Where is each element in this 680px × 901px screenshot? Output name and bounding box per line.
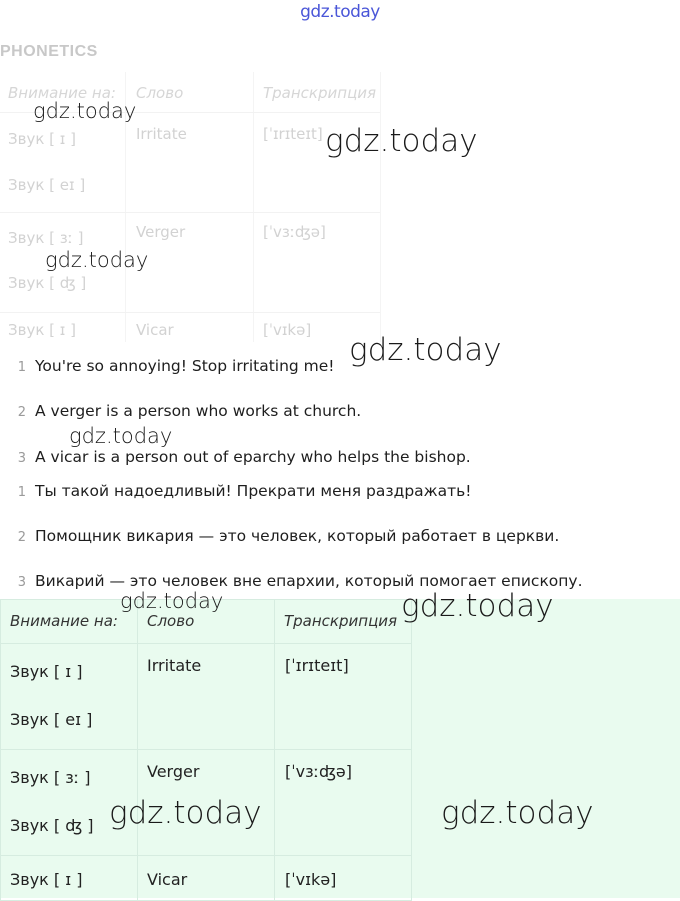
table-row	[1, 856, 412, 901]
watermark: gdz.today	[401, 588, 554, 624]
table-header: Слово	[147, 612, 195, 630]
item-text: You're so annoying! Stop irritating me!	[35, 357, 335, 375]
watermark: gdz.today	[69, 424, 173, 448]
word-cell	[138, 856, 275, 901]
sound-label: Звук [ ɪ ]	[10, 870, 83, 889]
header-attention-cell	[1, 600, 138, 644]
item-text: Помощник викария — это человек, который работает в церкви.	[35, 527, 560, 545]
watermark: gdz.today	[45, 248, 149, 272]
faded-sound: Звук [ eɪ ]	[8, 176, 86, 194]
list-item	[0, 357, 335, 375]
sounds-cell	[1, 644, 138, 750]
sounds-cell	[1, 856, 138, 901]
watermark: gdz.today	[441, 795, 594, 831]
faded-word: Vicar	[136, 321, 174, 339]
word: Vicar	[147, 870, 188, 889]
sound-label: Звук [ ɜː ]	[10, 768, 91, 787]
header-transcription-cell	[275, 600, 412, 644]
watermark: gdz.today	[349, 332, 502, 368]
faded-sound: Звук [ ɪ ]	[8, 321, 76, 339]
transcription-cell	[275, 644, 412, 750]
faded-sound: Звук [ ɜː ]	[8, 229, 84, 247]
item-number: 3	[17, 451, 26, 466]
faded-transcription: [ˈɪrɪteɪt]	[263, 125, 323, 143]
list-item	[0, 527, 559, 545]
faded-sound: Звук [ ʤ ]	[8, 274, 87, 292]
item-number: 2	[17, 405, 26, 420]
section-heading: PHONETICS	[0, 43, 98, 60]
transcription-cell	[275, 856, 412, 901]
table-header: Транскрипция	[284, 612, 398, 630]
sound-label: Звук [ eɪ ]	[10, 710, 93, 729]
faded-word: Irritate	[136, 125, 187, 143]
faded-word: Verger	[136, 223, 186, 241]
transcription: [ˈɪrɪteɪt]	[285, 656, 349, 675]
item-text: Ты такой надоедливый! Прекрати меня раздражать!	[35, 482, 472, 500]
transcription-cell	[275, 750, 412, 856]
site-title[interactable]: gdz.today	[300, 2, 380, 22]
faded-header-transcription: Транскрипция	[263, 84, 377, 102]
faded-sound: Звук [ ɪ ]	[8, 130, 76, 148]
item-number: 2	[17, 530, 26, 545]
faded-transcription: [ˈvɪkə]	[263, 321, 312, 339]
item-number: 1	[17, 360, 26, 375]
item-text: A verger is a person who works at church.	[35, 402, 362, 420]
faded-transcription: [ˈvɜːʤə]	[263, 223, 326, 241]
list-item	[0, 482, 472, 500]
watermark: gdz.today	[120, 589, 224, 613]
list-item	[0, 448, 471, 466]
watermark: gdz.today	[109, 795, 262, 831]
table-header: Внимание на:	[10, 612, 118, 630]
transcription: [ˈvɜːʤə]	[285, 762, 353, 781]
watermark: gdz.today	[325, 123, 478, 159]
item-number: 3	[17, 575, 26, 590]
word: Verger	[147, 762, 200, 781]
faded-header-attention: Внимание на:	[8, 84, 116, 102]
item-number: 1	[17, 485, 26, 500]
sound-label: Звук [ ɪ ]	[10, 662, 83, 681]
word-cell	[138, 644, 275, 750]
faded-header-word: Слово	[136, 84, 184, 102]
transcription: [ˈvɪkə]	[285, 870, 337, 889]
item-text: Викарий — это человек вне епархии, который помогает епископу.	[35, 572, 583, 590]
sound-label: Звук [ ʤ ]	[10, 816, 94, 835]
phonetics-table	[0, 599, 412, 901]
table-row	[1, 644, 412, 750]
word: Irritate	[147, 656, 202, 675]
item-text: A vicar is a person out of eparchy who helps the bishop.	[35, 448, 471, 466]
watermark: gdz.today	[33, 99, 137, 123]
list-item	[0, 402, 361, 420]
